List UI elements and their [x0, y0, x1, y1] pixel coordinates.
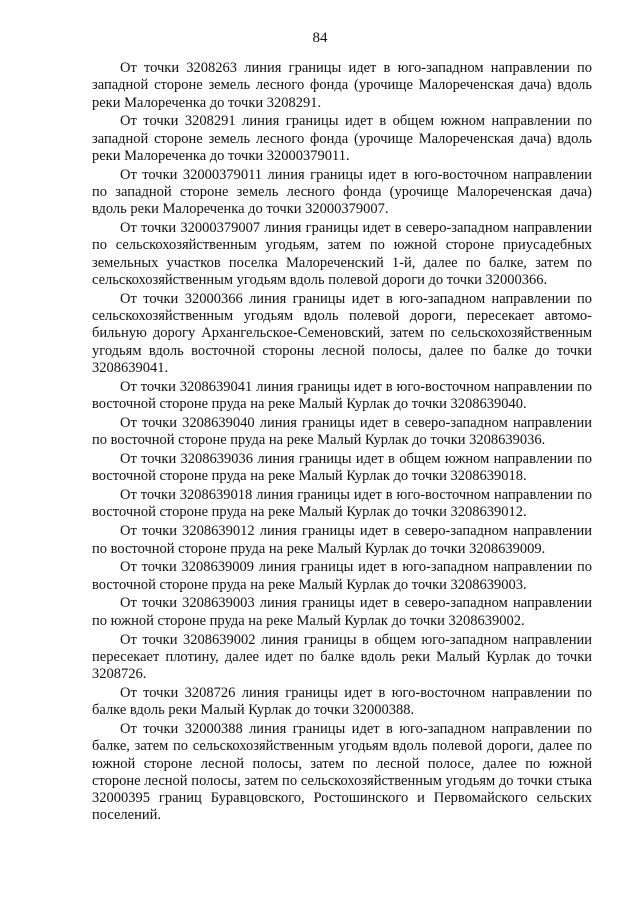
paragraph: От точки 3208639009 линия границы идет в юго-западном направлении по восточной стороне пруда на реке Малый Курлак до точки 3208639003.	[92, 559, 592, 593]
document-body	[92, 60, 592, 826]
paragraph: От точки 3208639040 линия границы идет в северо-западном направлении по восточной стороне пруда на реке Малый Курлак до точки 3208639036.	[92, 414, 592, 449]
paragraph: От точки 32000379011 линия границы идет в юго-восточном направлении по западной стороне земель лесного фонда (урочище Малореченская дача) вдоль реки Малореченка до точки 32000379007.	[92, 166, 592, 218]
paragraph: От точки 3208639012 линия границы идет в северо-западном направлении по восточной стороне пруда на реке Малый Курлак до точки 3208639009.	[92, 523, 592, 557]
paragraph: От точки 3208639018 линия границы идет в юго-восточном направлении по восточной стороне пруда на реке Малый Курлак до точки 3208639012.	[92, 487, 592, 521]
page-number: 84	[312, 30, 328, 46]
paragraph: От точки 3208639003 линия границы идет в северо-западном направлении по южной стороне пруда на реке Малый Курлак до точки 3208639002.	[92, 595, 592, 629]
paragraph: От точки 3208639041 линия границы идет в юго-восточном направлении по восточной стороне пруда на реке Малый Курлак до точки 3208639040.	[92, 378, 592, 413]
paragraph: От точки 3208639036 линия границы идет в общем южном направлении по восточной стороне пруда на реке Малый Курлак до точки 3208639018.	[92, 451, 592, 485]
paragraph: От точки 32000388 линия границы идет в юго-западном направлении по балке, затем по сельскохозяйственным угодьям вдоль полевой дороги, далее по южной стороне лесной полосы, затем по лесной полосе, далее по южной стороне лесной полосы, затем по сельскохозяйственным угодьям до точки стыка 32000395 границ Буравцовского, Ростошинского и Первомайского сельских поселений.	[92, 720, 592, 824]
paragraph: От точки 3208639002 линия границы в общем юго-западном направлении пересекает плотину, далее идет по балке вдоль реки Малый Курлак до точки 3208726.	[92, 631, 592, 683]
paragraph: От точки 3208291 линия границы идет в общем южном направлении по западной стороне земель лесного фонда (урочище Малореченская дача) вдоль реки Малореченка до точки 32000379011.	[92, 113, 592, 164]
paragraph: От точки 3208726 линия границы идет в юго-восточном направлении по балке вдоль реки Малый Курлак до точки 32000388.	[92, 684, 592, 719]
paragraph: От точки 3208263 линия границы идет в юго-западном направлении по западной стороне земель лесного фонда (урочище Малореченская дача) вдоль реки Малореченка до точки 3208291.	[92, 60, 592, 111]
paragraph: От точки 32000366 линия границы идет в юго-западном направлении по сельскохозяйственным угодьям вдоль полевой дороги, пересекает автомобильную дорогу Архангельское-Семеновский, затем по сельскохозяйственным угодьям вдоль восточной стороны лесной полосы, далее по балке до точки 3208639041.	[92, 290, 592, 377]
paragraph: От точки 32000379007 линия границы идет в северо-западном направлении по сельскохозяйственным угодьям, затем по южной стороне приусадебных земельных участков поселка Малореченский 1-й, далее по балке, затем по сельскохозяйственным угодьям вдоль полевой дороги до точки 32000366.	[92, 220, 592, 289]
